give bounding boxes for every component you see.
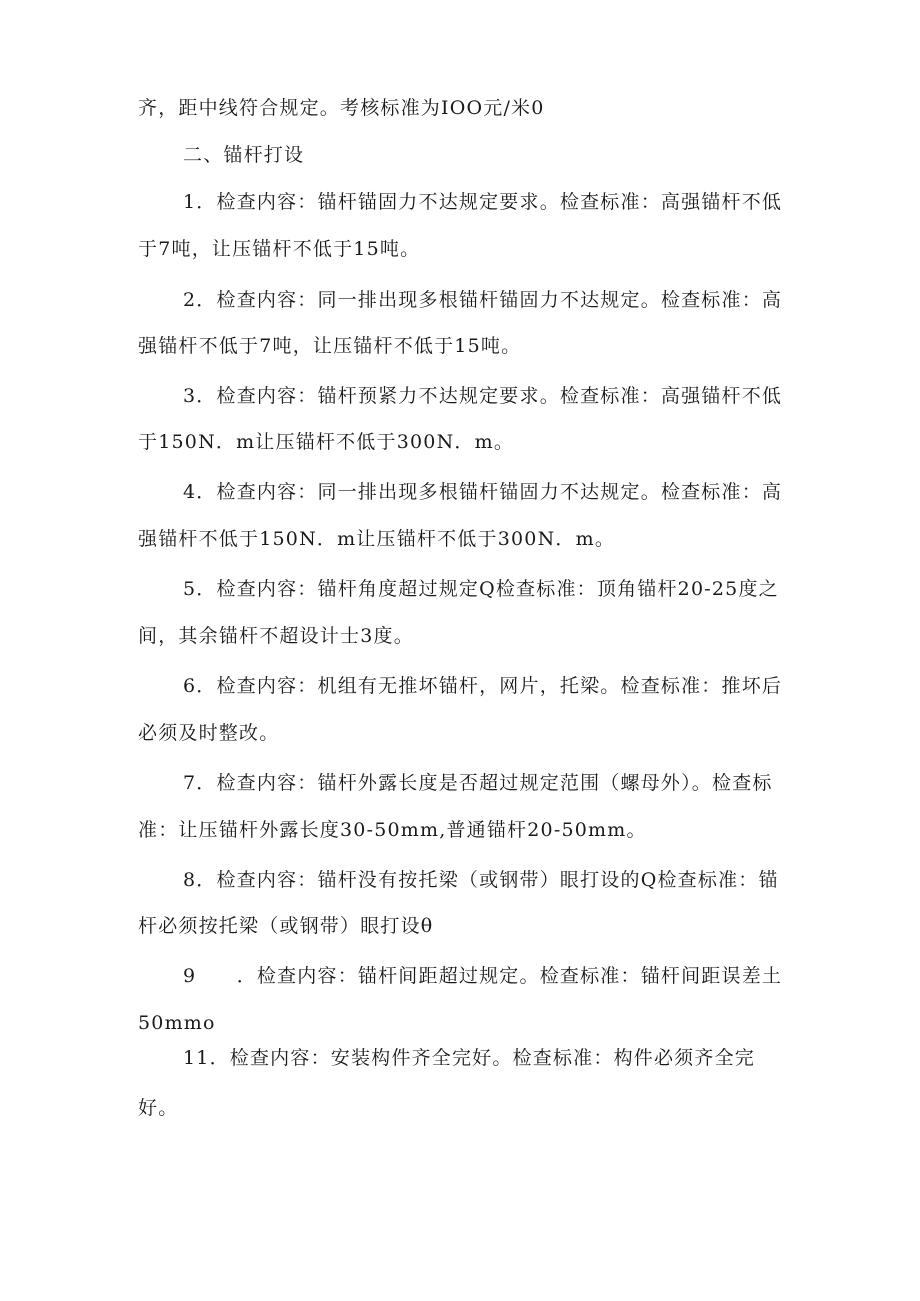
item-1-line-2: 于7吨，让压锚杆不低于15吨。	[138, 238, 421, 260]
item-11-line-2: 好。	[138, 1097, 179, 1119]
item-9-line-1: 9 ．检查内容：锚杆间距超过规定。检查标准：锚杆间距误差土	[183, 965, 783, 987]
item-6-line-1: 6．检查内容：机组有无推坏锚杆，网片，托梁。检查标准：推坏后	[183, 675, 783, 697]
item-5-line-1: 5．检查内容：锚杆角度超过规定Q检查标准：顶角锚杆20-25度之	[183, 578, 779, 600]
item-7-line-1: 7．检查内容：锚杆外露长度是否超过规定范围（螺母外）。检查标	[183, 772, 773, 794]
item-2-line-2: 强锚杆不低于7吨，让压锚杆不低于15吨。	[138, 335, 522, 357]
item-8-line-2: 杆必须按托梁（或钢带）眼打设θ	[138, 915, 434, 937]
item-5-line-2: 间，其余锚杆不超设计士3度。	[138, 625, 414, 647]
item-7-line-2: 准：让压锚杆外露长度30-50mm,普通锚杆20-50mm。	[138, 819, 647, 841]
item-1-line-1: 1．检查内容：锚杆锚固力不达规定要求。检查标准：高强锚杆不低	[183, 191, 783, 213]
item-11-line-1: 11．检查内容：安装构件齐全完好。检查标准：构件必须齐全完	[183, 1047, 755, 1069]
item-4-line-1: 4．检查内容：同一排出现多根锚杆锚固力不达规定。检查标准：高	[183, 481, 783, 503]
item-4-line-2: 强锚杆不低于150N．m让压锚杆不低于300N．m。	[138, 528, 616, 550]
item-9-line-2: 50mmo	[138, 1012, 216, 1034]
item-2-line-1: 2．检查内容：同一排出现多根锚杆锚固力不达规定。检查标准：高	[183, 289, 783, 311]
item-6-line-2: 必须及时整改。	[138, 722, 280, 744]
section-heading: 二、锚杆打设	[183, 144, 305, 166]
item-8-line-1: 8．检查内容：锚杆没有按托梁（或钢带）眼打设的Q检查标准：锚	[183, 869, 779, 891]
item-3-line-1: 3．检查内容：锚杆预紧力不达规定要求。检查标准：高强锚杆不低	[183, 385, 783, 407]
item-3-line-2: 于150N．m让压锚杆不低于300N．m。	[138, 431, 515, 453]
text-line-continuation: 齐，距中线符合规定。考核标准为IOO元/米0	[138, 97, 545, 119]
